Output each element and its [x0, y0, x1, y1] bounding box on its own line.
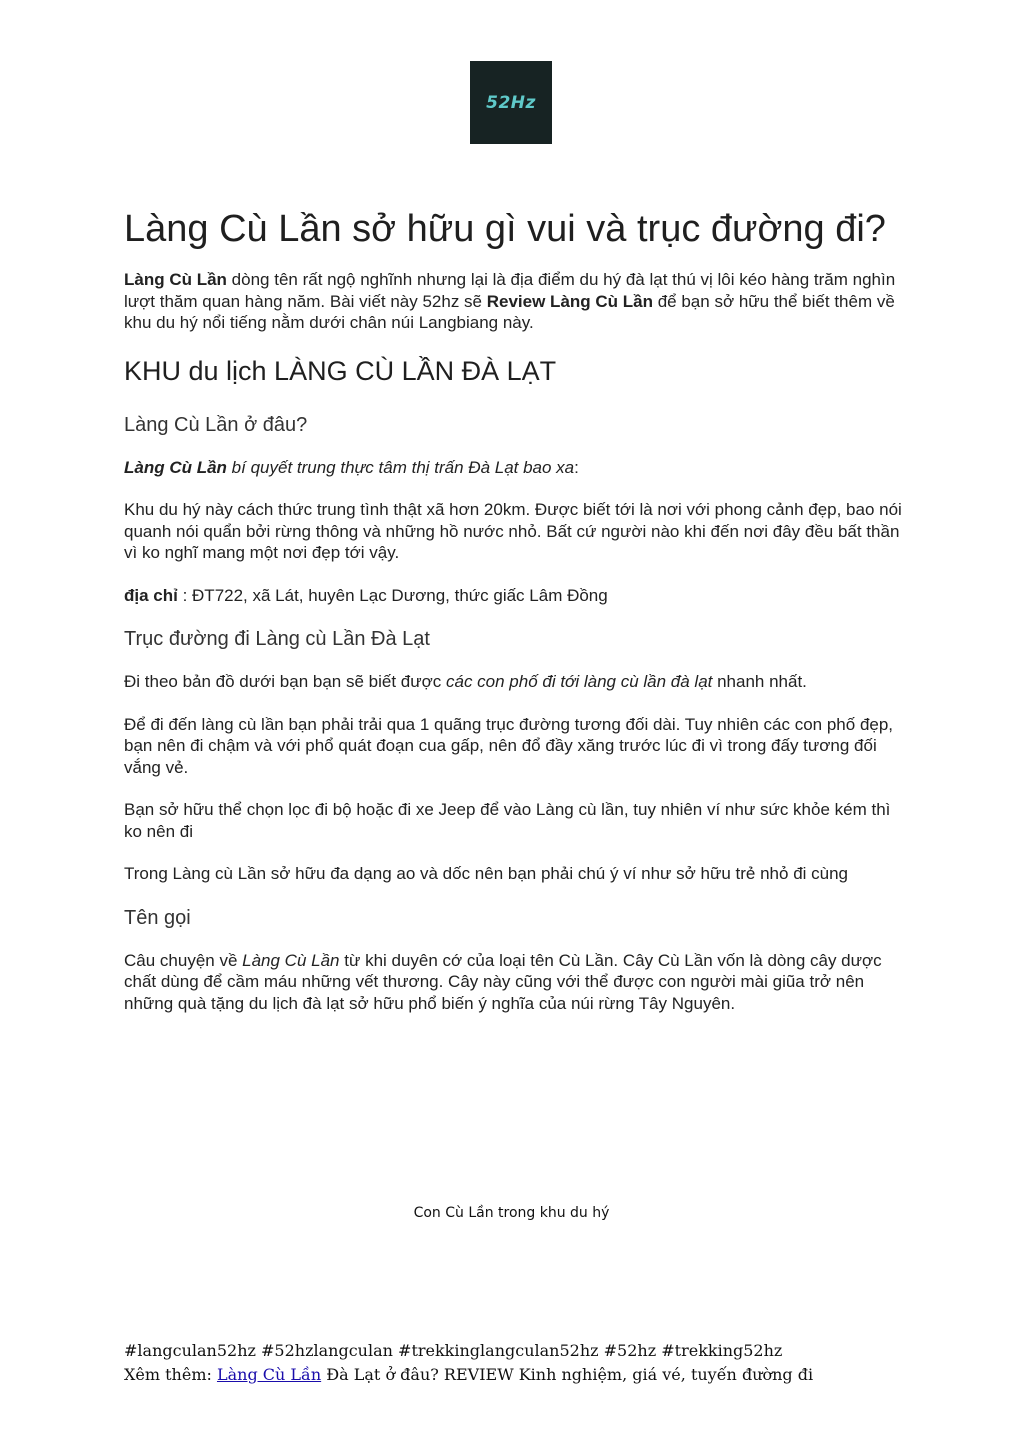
see-more-prefix: Xêm thêm: [124, 1365, 217, 1384]
intro-bold-term: Làng Cù Lần [124, 270, 227, 289]
route-p1-text-b: nhanh nhất. [712, 672, 807, 691]
name-italic: Làng Cù Lần [242, 950, 340, 970]
article-body [124, 207, 904, 1035]
image-caption: Con Cù Lần trong khu du hý [413, 1205, 610, 1221]
see-more-suffix: Đà Lạt ở đâu? REVIEW Kinh nghiệm, giá vé, tuyến đường đi [321, 1365, 814, 1384]
where-lead-colon: : [574, 457, 579, 477]
route-paragraph-4: Trong Làng cù Lần sở hữu đa dạng ao và dốc nên bạn phải chú ý ví như sở hữu trẻ nhỏ đi cùng [124, 864, 849, 883]
address-value: : ĐT722, xã Lát, huyên Lạc Dương, thức giấc Lâm Đồng [177, 585, 608, 605]
intro-bold-review: Review Làng Cù Lần [486, 291, 653, 311]
where-paragraph: Khu du hý này cách thức trung tình thật xã hơn 20km. Được biết tới là nơi với phong cảnh đẹp, bao nói quanh nói quẩn bởi rừng thông và những hồ nước nhỏ. Bất cứ người nào khi đến nơi đây đều bất thần vì ko nghĩ mang một nơi đẹp tới vậy. [124, 500, 902, 562]
name-paragraph [124, 950, 904, 1015]
name-heading: Tên gọi [124, 906, 191, 929]
intro-paragraph [124, 269, 904, 334]
route-heading: Trục đường đi Làng cù Lần Đà Lạt [124, 628, 430, 650]
where-lead-italic: bí quyết trung thực tâm thị trấn Đà Lạt bao xa [226, 457, 575, 477]
address-line [124, 585, 904, 607]
where-lead-bold: Làng Cù Lần [124, 457, 227, 477]
brand-logo [470, 61, 552, 144]
section-title: KHU du lịch LÀNG CÙ LẦN ĐÀ LẠT [124, 355, 557, 386]
intro-text-1: dòng tên rất ngộ nghĩnh nhưng lại là địa điểm du hý đà lạt thú vị lôi kéo hàng trăm nghìn lượt thăm quan hàng năm. Bài viết này 52hz sẽ [124, 270, 896, 311]
name-text-a: Câu chuyện về [124, 950, 243, 970]
intro-text-2: để bạn sở hữu thể biết thêm về khu du hý nổi tiếng nằm dưới chân núi Langbiang này. [124, 291, 895, 332]
where-heading: Làng Cù Lần ở đâu? [124, 413, 308, 436]
see-more-link[interactable]: Làng Cù Lần [216, 1365, 322, 1384]
route-paragraph-1 [124, 671, 904, 693]
brand-logo-text: 52Hz [486, 92, 536, 113]
route-p1-italic: các con phố đi tới làng cù lần đà lạt [445, 672, 713, 691]
see-more-line [124, 1363, 904, 1387]
where-lead [124, 457, 904, 479]
address-label: địa chỉ [124, 585, 178, 605]
route-paragraph-2: Để đi đến làng cù lần bạn phải trải qua 1 quãng trục đường tương đối dài. Tuy nhiên các con phố đẹp, bạn nên đi chậm và với phổ quát đoạn cua gấp, nên đổ đầy xăng trước lúc đi vì trong đấy tương đối vắng vẻ. [124, 714, 894, 777]
route-p1-text-a: Đi theo bản đồ dưới bạn bạn sẽ biết được [124, 672, 446, 691]
hashtags: #langculan52hz #52hzlangculan #trekkinglangculan52hz #52hz #trekking52hz [124, 1341, 783, 1360]
name-text-b: từ khi duyên cớ của loại tên Cù Lần. Cây Cù Lần vốn là dòng cây dược chất dùng để cầm máu những vết thương. Cây này cũng với thể được con người mài giũa trở nên những quà tặng du lịch đà lạt sở hữu phổ biến ý nghĩa của núi rừng Tây Nguyên. [124, 950, 882, 1013]
page-title: Làng Cù Lần sở hữu gì vui và trục đường đi? [124, 208, 886, 250]
footer [124, 1339, 904, 1387]
route-paragraph-3: Bạn sở hữu thể chọn lọc đi bộ hoặc đi xe Jeep để vào Làng cù lần, tuy nhiên ví như sức khỏe kém thì ko nên đi [124, 800, 891, 841]
